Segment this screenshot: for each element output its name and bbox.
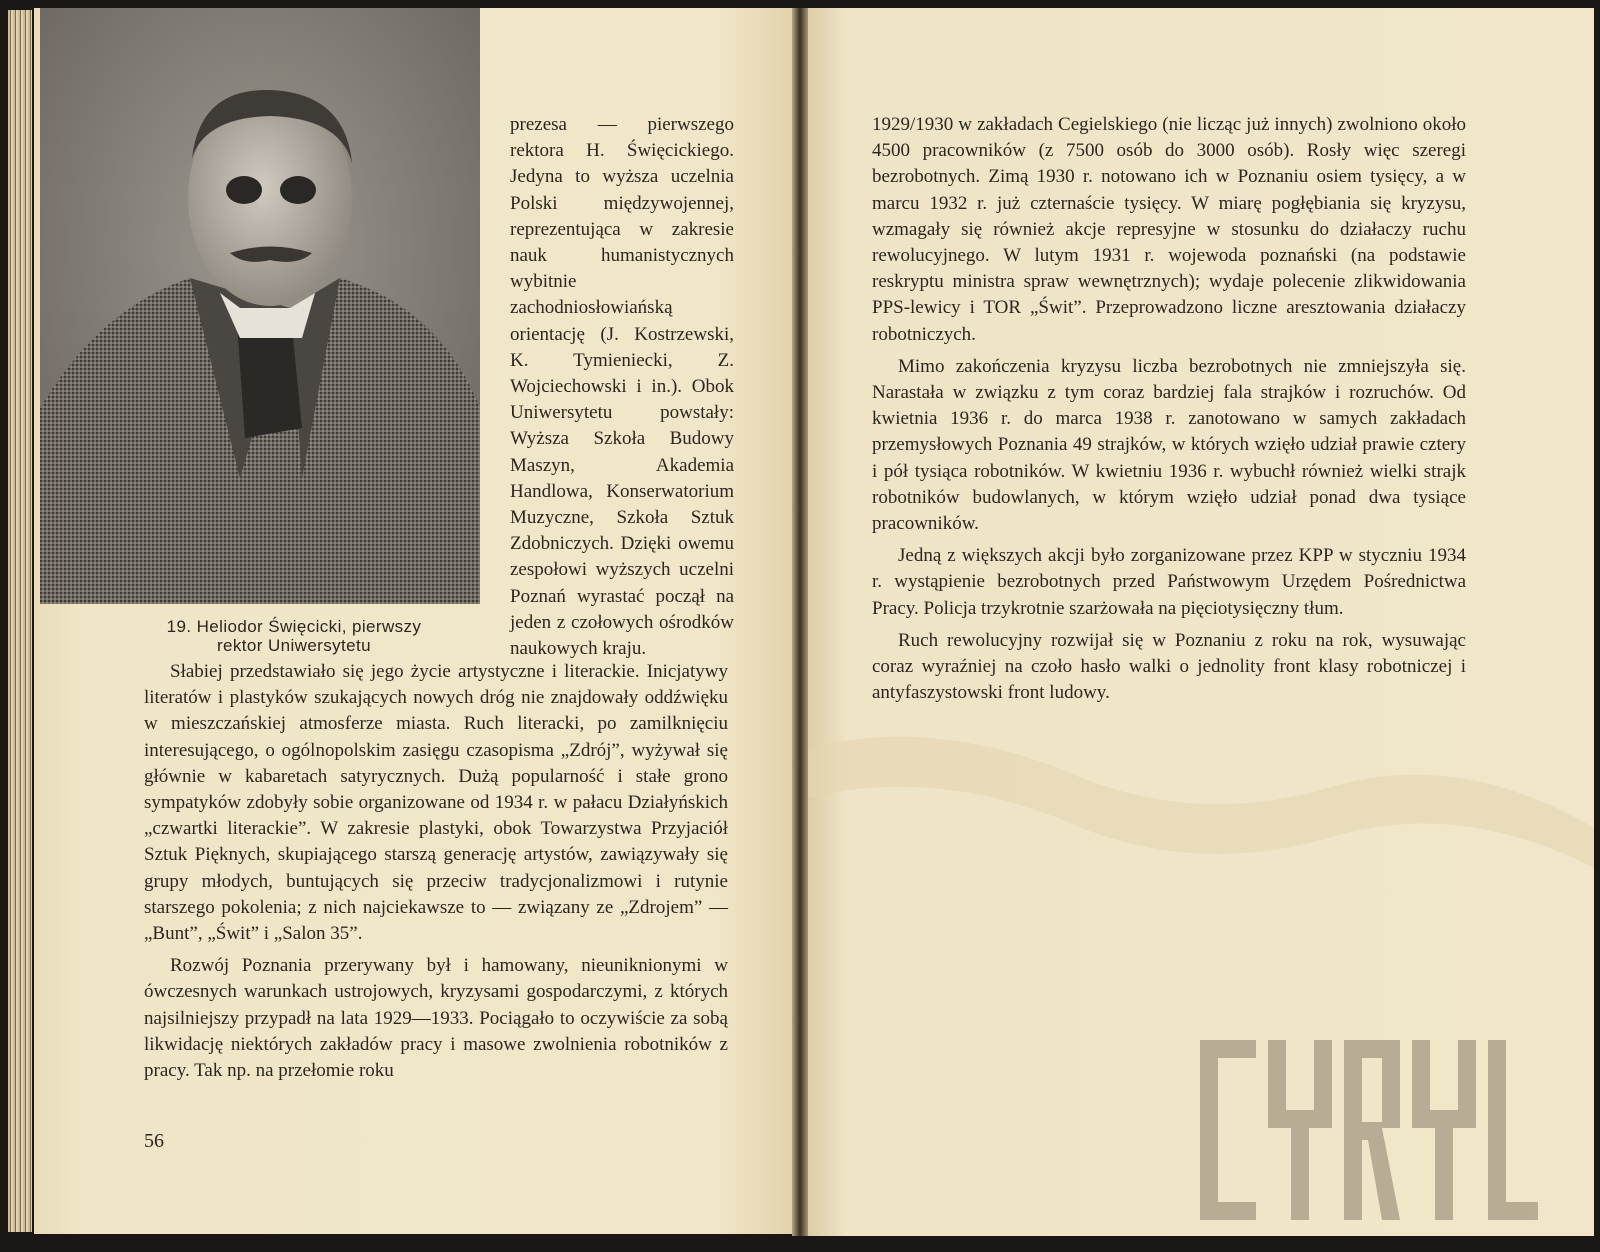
- book-page-edges: [8, 10, 32, 1232]
- page-number: 56: [144, 1130, 164, 1152]
- paragraph: Jedną z większych akcji było zorganizowane przez KPP w styczniu 1934 r. wystąpienie bezrobotnych przed Państwowym Urzędem Pośrednictwa Pracy. Policja trzykrotnie szarżowała na pięciotysięczny tłum.: [872, 545, 1466, 619]
- paragraph: Rozwój Poznania przerywany był i hamowany, nieuniknionymi w ówczesnych warunkach ustrojowych, kryzysami gospodarczymi, z których najsilniejszy przypadł na lata 1929—1933. Pociągało to oczywiście za sobą likwidację niektórych zakładów pracy i masowe zwolnienia robotników z pracy. Tak np. na przełomie roku: [144, 955, 728, 1082]
- caption-line-2: rektor Uniwersytetu: [216, 636, 372, 655]
- left-main-text: [144, 659, 728, 1084]
- photo-caption: [134, 617, 454, 655]
- right-page: [808, 8, 1594, 1236]
- caption-line-1: 19. Heliodor Święcicki, pierwszy: [166, 617, 422, 636]
- cyryl-watermark-logo: [1200, 1040, 1538, 1220]
- portrait-photo: [40, 8, 480, 604]
- paragraph: 1929/1930 w zakładach Cegielskiego (nie licząc już innych) zwolniono około 4500 pracowników (z 7500 osób do 3000 osób). Rosły więc szeregi bezrobotnych. Zimą 1930 r. notowano ich w Poznaniu osiem tysięcy, a w marcu 1932 r. już czternaście tysięcy. W miarę pogłębiania się kryzysu, wzmagały się również akcje represyjne w stosunku do działaczy ruchu rewolucyjnego. W lutym 1931 r. wojewoda poznański (na podstawie reskryptu ministra spraw wewnętrznych); wydaje polecenie zlikwidowania PPS-lewicy i TOR „Świt”. Przeprowadzono liczne aresztowania działaczy robotniczych.: [872, 114, 1466, 345]
- book-gutter: [792, 8, 808, 1236]
- narrow-paragraph: prezesa — pierwszego rektora H. Święcickiego. Jedyna to wyższa uczelnia Polski międzywojennej, reprezentująca w zakresie nauk humanistycznych wybitnie zachodniosłowiańską orientację (J. Kostrzewski, K. Tymieniecki, Z. Wojciechowski i in.). Obok Uniwersytetu powstały: Wyższa Szkoła Budowy Maszyn, Akademia Handlowa, Konserwatorium Muzyczne, Szkoła Sztuk Zdobniczych. Dzięki owemu zespołowi wyższych uczelni Poznań wyrastać począł na jeden z czołowych ośrodków naukowych kraju.: [510, 114, 734, 660]
- left-page: [34, 8, 792, 1234]
- paragraph: Mimo zakończenia kryzysu liczba bezrobotnych nie zmniejszyła się. Narastała w związku z tym coraz bardziej fala strajków i rozruchów. Od kwietnia 1936 r. do marca 1938 r. zanotowano w samych zakładach przemysłowych Poznania 49 strajków, w których wzięło udział prawie cztery i pół tysiąca robotników. W kwietniu 1936 r. wybuchł również wielki strajk robotników budowlanych, w którym wzięło udział ponad dwa tysiące pracowników.: [872, 355, 1466, 535]
- portrait-illustration: [40, 8, 480, 604]
- paragraph: Słabiej przedstawiało się jego życie artystyczne i literackie. Inicjatywy literatów i plastyków szukających nowych dróg nie znajdowały oddźwięku w mieszczańskiej atmosferze miasta. Ruch literacki, po zamilknięciu interesującego, o ogólnopolskim zasięgu czasopisma „Zdrój”, wyżywał się głównie w kabaretach satyrycznych. Dużą popularność i stałe grono sympatyków zdobyły sobie organizowane od 1934 r. w pałacu Działyńskich „czwartki literackie”. W zakresie plastyki, obok Towarzystwa Przyjaciół Sztuk Pięknych, skupiającego starszą generację artystów, zawiązywały się grupy młodych, buntujących się przeciw tradycjonalizmowi i rutynie starszego pokolenia; z nich najciekawsze to — związany ze „Zdrojem” — „Bunt”, „Świt” i „Salon 35”.: [144, 661, 728, 945]
- water-stain: [808, 708, 1594, 968]
- right-text-column: [872, 112, 1466, 706]
- paragraph: Ruch rewolucyjny rozwijał się w Poznaniu z roku na rok, wysuwając coraz wyraźniej na czoło hasło walki o jednolity front klasy robotniczej i antyfaszystowski front ludowy.: [872, 629, 1466, 704]
- narrow-text-column: [510, 112, 734, 662]
